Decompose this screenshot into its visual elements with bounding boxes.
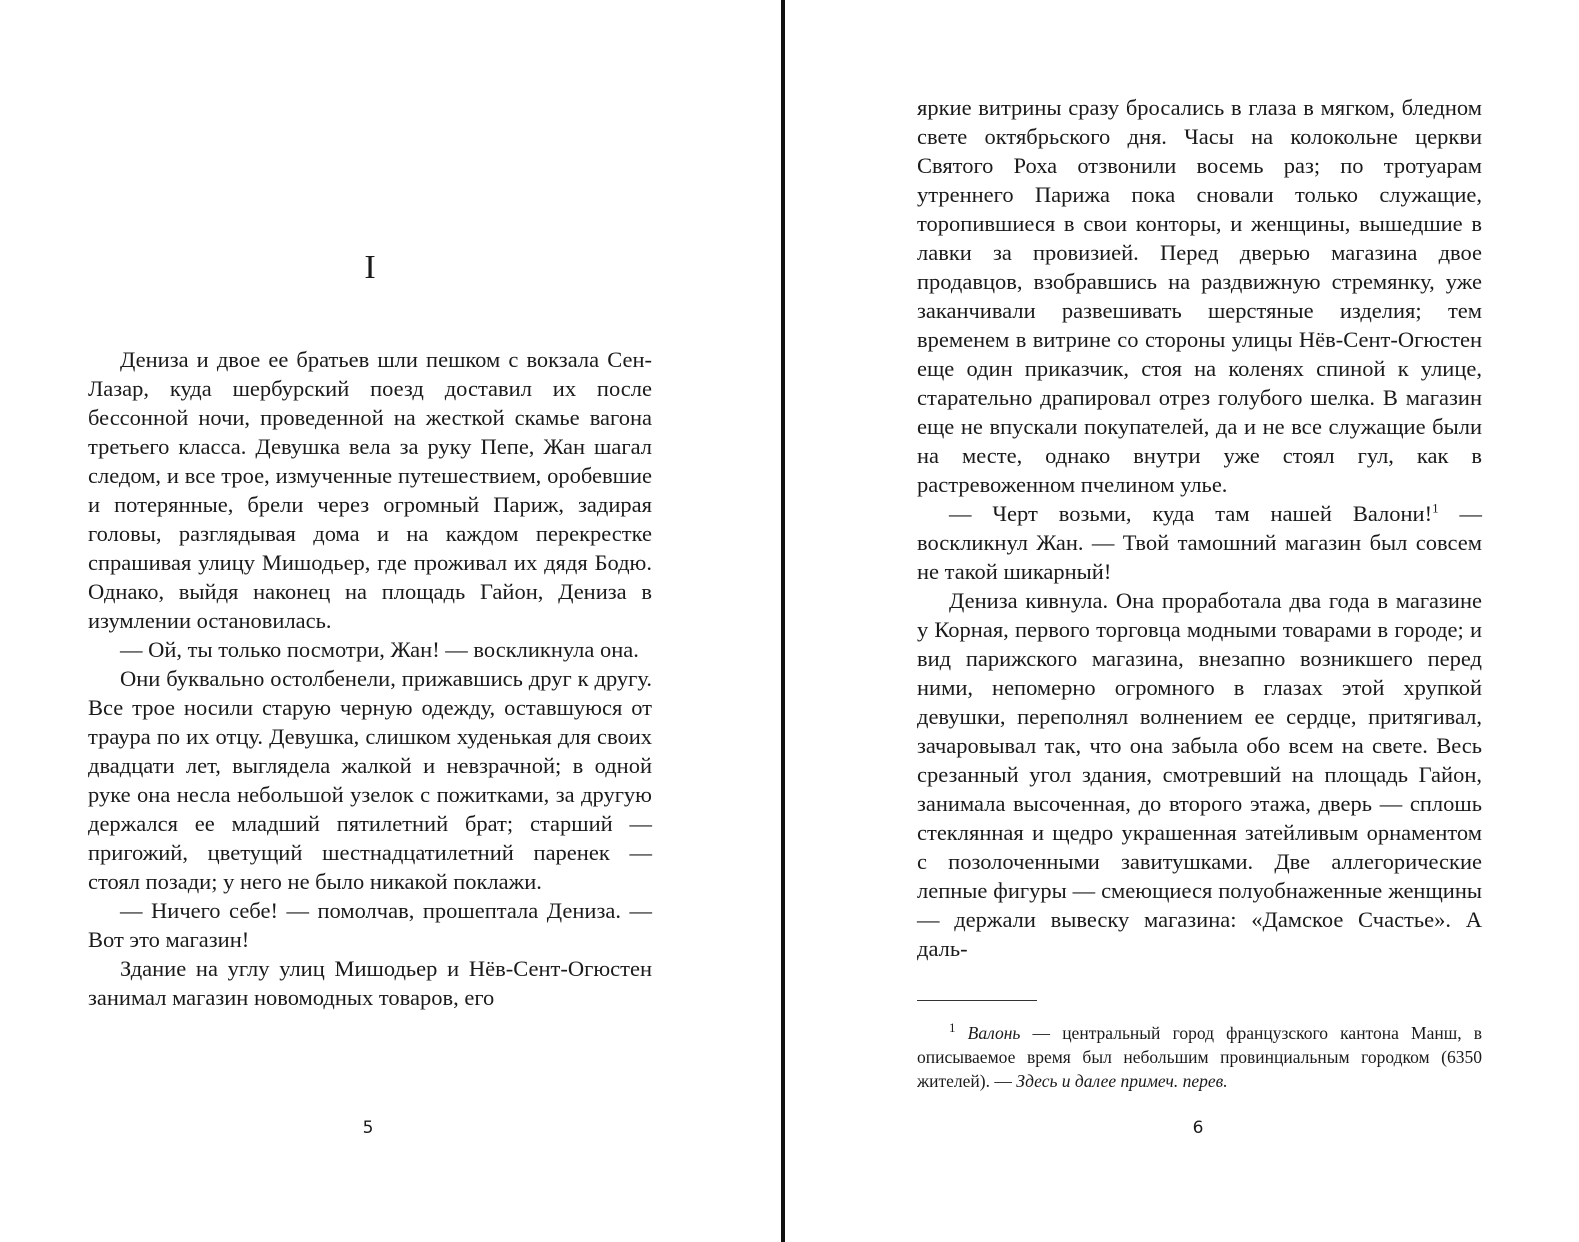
footnote [917, 1021, 1482, 1093]
left-page-text [88, 345, 652, 1012]
left-page [0, 0, 781, 1242]
page-number: 6 [1192, 1118, 1204, 1138]
paragraph: Здание на углу улиц Мишодьер и Нёв-Сент-Огюстен занимал магазин новомодных товаров, его [88, 956, 652, 1010]
footnote-marker: 1 [949, 1020, 956, 1036]
paragraph: — Ой, ты только посмотри, Жан! — воскликнула она. [120, 637, 639, 662]
chapter-heading: I [364, 249, 376, 286]
footnote-term: Валонь [967, 1023, 1021, 1043]
paragraph: — Ничего себе! — помолчав, прошептала Дениза. — Вот это магазин! [88, 898, 652, 952]
footnote-divider [917, 1000, 1037, 1001]
dialogue-text: — воскликнул Жан. — Твой тамошний магазин был совсем не такой шикарный! [917, 501, 1483, 584]
footnote-note: Здесь и далее примеч. перев. [1016, 1071, 1228, 1091]
dialogue-text: — Черт возьми, куда там нашей Валони! [949, 501, 1433, 526]
paragraph: Они буквально остолбенели, прижавшись друг к другу. Все трое носили старую черную одежду, оставшуюся от траура по их отцу. Девушка, слишком худенькая для своих двадцати лет, выглядела жалкой и невзрачной; в одной руке она несла небольшой узелок с пожитками, за другую держался ее младший пятилетний брат; старший — пригожий, цветущий шестнадцатилетний паренек — стоял позади; у него не было никакой поклажи. [88, 666, 652, 894]
paragraph: яркие витрины сразу бросались в глаза в мягком, бледном свете октябрьского дня. Часы на колокольне церкви Святого Роха отзвонили восемь раз; по тротуарам утреннего Парижа пока сновали только служащие, торопившиеся в свои конторы, и женщины, вышедшие в лавки за провизией. Перед дверью магазина двое продавцов, взобравшись на раздвижную стремянку, уже заканчивали развешивать шерстяные изделия; тем временем в витрине со стороны улицы Нёв-Сент-Огюстен еще один приказчик, стоя на коленях спиной к улице, старательно драпировал отрез голубого шелка. В магазин еще не впускали покупателей, да и не все служащие были на месте, однако внутри уже стоял гул, как в растревоженном пчелином улье. [917, 95, 1482, 497]
paragraph: Дениза и двое ее братьев шли пешком с вокзала Сен-Лазар, куда шербурский поезд доставил их после бессонной ночи, проведенной на жесткой скамье вагона третьего класса. Девушка вела за руку Пепе, Жан шагал следом, и все трое, измученные путешествием, оробевшие и потерянные, брели через огромный Париж, задирая головы, разглядывая дома и на каждом перекрестке спрашивая улицу Мишодьер, где проживал их дядя Бодю. Однако, выйдя наконец на площадь Гайон, Дениза в изумлении остановилась. [88, 347, 652, 633]
paragraph: Дениза кивнула. Она проработала два года в магазине у Корная, первого торговца модными товарами в городе; и вид парижского магазина, внезапно возникшего перед ними, непомерно огромного в глазах этой хрупкой девушки, переполнял волнением ее сердце, притягивал, зачаровывал так, что она забыла обо всем на свете. Весь срезанный угол здания, смотревший на площадь Гайон, занимала высоченная, до второго этажа, дверь — сплошь стеклянная и щедро украшенная затейливым орнаментом с позолоченными завитушками. Две аллегорические лепные фигуры — смеющиеся полуобнаженные женщины — держали вывеску магазина: «Дамское Счастье». А даль- [917, 588, 1482, 961]
right-page [785, 0, 1579, 1242]
footnote-text: — центральный город французского кантона Манш, в описываемое время был небольшим провинциальным городком (6350 жителей). — [917, 1023, 1482, 1091]
paragraph [917, 499, 1482, 586]
page-number: 5 [362, 1118, 374, 1138]
right-page-text [917, 93, 1482, 963]
footnote-reference[interactable]: 1 [1432, 500, 1439, 516]
